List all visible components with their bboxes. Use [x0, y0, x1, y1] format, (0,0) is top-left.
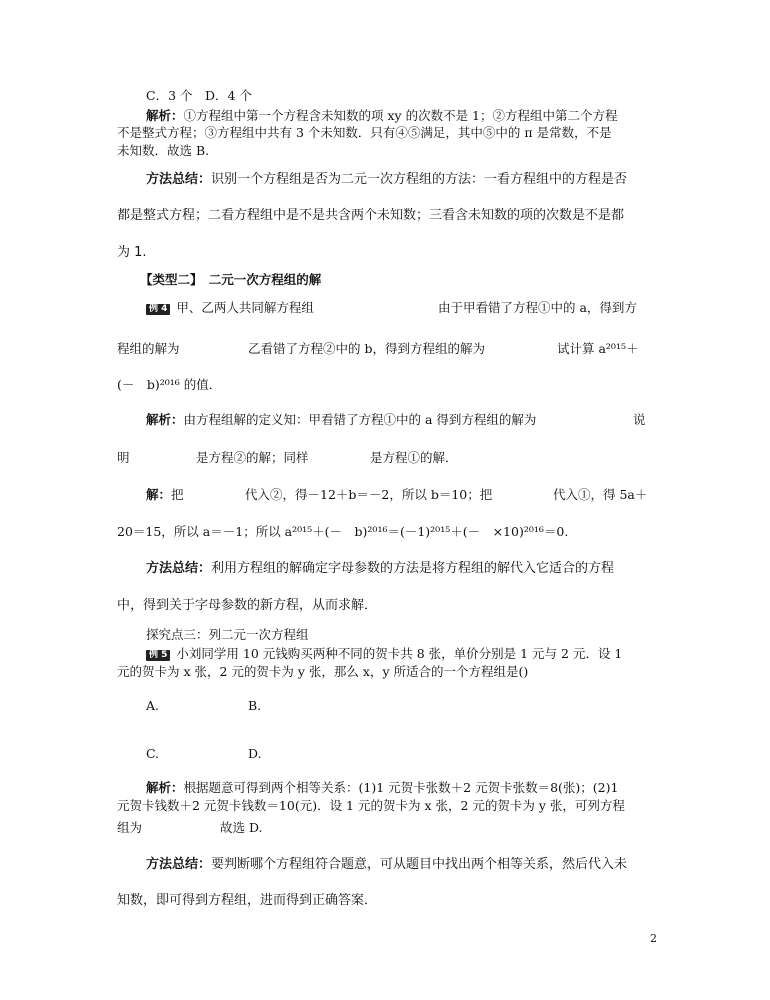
analysis-4-line-1: [146, 412, 536, 428]
analysis-4-ming: 明: [117, 450, 130, 465]
solution-4-line-2: 20＝15，所以 a＝－1；所以 a²⁰¹⁵＋(－ b)²⁰¹⁶＝(－1)²⁰¹⁵＋(－ ×10)²⁰¹⁶＝0.: [117, 524, 569, 539]
summary-label: 方法总结：: [146, 172, 212, 187]
analysis-5-line-3b: 故选 D.: [220, 820, 263, 835]
summary-4-line-1: [146, 561, 614, 577]
analysis-line-3: 未知数．故选 B.: [117, 143, 210, 158]
summary-line-1: [146, 172, 627, 188]
page-number: 2: [650, 932, 657, 945]
analysis-line-2: 不是整式方程；③方程组中共有 3 个未知数．只有④⑤满足，其中⑤中的 π 是常数，不是: [117, 125, 612, 140]
example-4-line-2a: 程组的解为: [117, 341, 180, 356]
analysis-5-text: 根据题意可得到两个相等关系：(1)1 元贺卡张数＋2 元贺卡张数＝8(张)；(2)1: [183, 780, 619, 795]
example-4-line-2b: 乙看错了方程②中的 b，得到方程组的解为: [248, 341, 485, 356]
section-heading-type-2: 【类型二】 二元一次方程组的解: [140, 272, 322, 287]
option-c-d: C．3 个 D．4 个: [146, 88, 252, 103]
example-4-text-b: 由于甲看错了方程①中的 a，得到方: [438, 300, 637, 315]
example-4-text-a: 甲、乙两人共同解方程组: [176, 300, 314, 315]
example-5-line-2: 元的贺卡为 x 张，2 元的贺卡为 y 张，那么 x，y 所适合的一个方程组是(): [117, 664, 529, 679]
analysis-line-1: [146, 108, 618, 124]
analysis-4-shuo: 说: [633, 412, 646, 427]
analysis-5-line-2: 元贺卡钱数＋2 元贺卡钱数＝10(元)．设 1 元的贺卡为 x 张，2 元的贺卡为 y 张，可列方程: [117, 798, 625, 813]
summary-4-line-2: 中，得到关于字母参数的新方程，从而求解．: [117, 598, 378, 613]
solution-label: 解：: [146, 487, 172, 502]
example-5-badge: 例 5: [146, 650, 170, 661]
option-a: A.: [146, 698, 160, 713]
example-4-line-2c: 试计算 a²⁰¹⁵＋: [557, 341, 639, 356]
summary-line-2: 都是整式方程；二看方程组中是不是共含两个未知数；三看含未知数的项的次数是不是都: [117, 208, 625, 223]
analysis-4-line-2c: 是方程①的解．: [370, 450, 458, 465]
summary-line-3: 为 1.: [117, 245, 147, 260]
analysis-5-line-1: [146, 780, 618, 796]
inquiry-point-3-heading: 探究点三：列二元一次方程组: [146, 627, 309, 642]
analysis-4-text: 由方程组解的定义知：甲看错了方程①中的 a 得到方程组的解为: [183, 412, 537, 427]
analysis-text: ①方程组中第一个方程含未知数的项 xy 的次数不是 1；②方程组中第二个方程: [183, 108, 618, 123]
solution-4-line-1c: 代入①，得 5a＋: [553, 487, 648, 502]
solution-text-a: 把: [171, 487, 184, 502]
summary-4-text: 利用方程组的解确定字母参数的方法是将方程组的解代入它适合的方程: [211, 561, 615, 576]
option-c: C.: [146, 746, 160, 761]
example-5-text: 小刘同学用 10 元钱购买两种不同的贺卡共 8 张，单价分别是 1 元与 2 元．设 1: [176, 646, 623, 661]
analysis-4-line-2b: 是方程②的解；同样: [196, 450, 309, 465]
example-4-line-3: (－ b)²⁰¹⁶ 的值．: [117, 377, 222, 392]
option-d: D.: [248, 746, 262, 761]
summary-5-text: 要判断哪个方程组符合题意，可从题目中找出两个相等关系，然后代入未: [211, 857, 628, 872]
example-4-badge: 例 4: [146, 304, 170, 315]
example-4-line-1: [146, 300, 314, 316]
summary-5-label: 方法总结：: [146, 857, 212, 872]
solution-4-line-1b: 代入②，得－12＋b＝－2，所以 b＝10；把: [245, 487, 493, 502]
analysis-4-label: 解析：: [146, 412, 184, 427]
summary-5-line-2: 知数，即可得到方程组，进而得到正确答案．: [117, 893, 378, 908]
summary-5-line-1: [146, 857, 627, 873]
analysis-5-line-3a: 组为: [117, 820, 143, 835]
summary-4-label: 方法总结：: [146, 561, 212, 576]
option-b: B.: [248, 698, 262, 713]
analysis-5-label: 解析：: [146, 780, 184, 795]
analysis-label: 解析：: [146, 108, 184, 123]
example-5-line-1: [146, 646, 622, 662]
summary-text: 识别一个方程组是否为二元一次方程组的方法：一看方程组中的方程是否: [211, 172, 628, 187]
solution-4-line-1: [146, 487, 184, 503]
